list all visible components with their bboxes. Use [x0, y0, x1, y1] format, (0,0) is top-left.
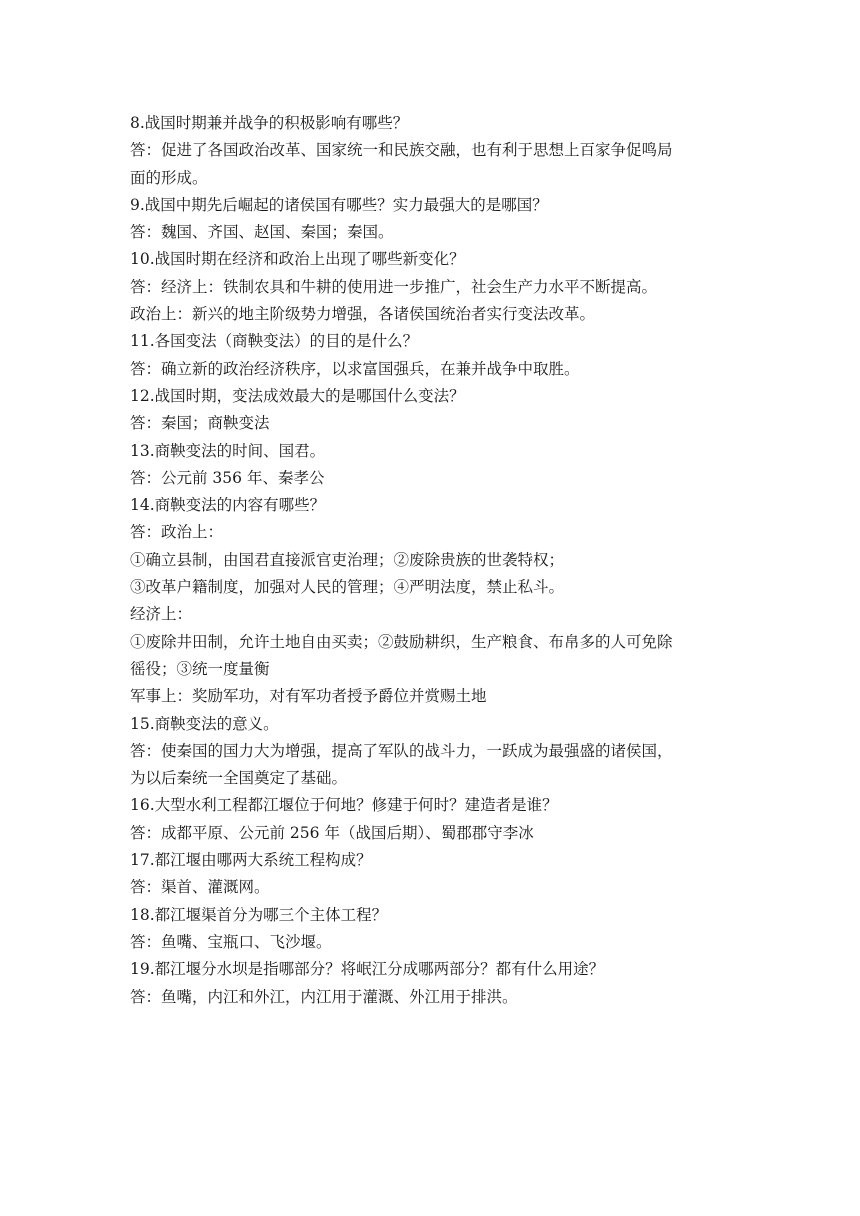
answer-18: 答：鱼嘴、宝瓶口、飞沙堰。 — [130, 932, 332, 951]
answer-8-line-2: 面的形成。 — [130, 168, 208, 187]
answer-14-line-5: ①废除井田制，允许土地自由买卖；②鼓励耕织，生产粮食、布帛多的人可免除 — [130, 632, 673, 651]
answer-15-line-2: 为以后秦统一全国奠定了基础。 — [130, 769, 348, 788]
question-15: 15.商鞅变法的意义。 — [130, 714, 279, 733]
question-13: 13.商鞅变法的时间、国君。 — [130, 441, 326, 460]
answer-17: 答：渠首、灌溉网。 — [130, 878, 270, 897]
document-body — [130, 110, 740, 1011]
question-17: 17.都江堰由哪两大系统工程构成？ — [130, 851, 372, 870]
answer-14-line-4: 经济上： — [130, 605, 193, 624]
answer-12: 答：秦国；商鞅变法 — [130, 414, 270, 433]
answer-14-line-7: 军事上：奖励军功，对有军功者授予爵位并赏赐土地 — [130, 687, 487, 706]
question-14: 14.商鞅变法的内容有哪些？ — [130, 496, 326, 515]
answer-10-line-2: 政治上：新兴的地主阶级势力增强，各诸侯国统治者实行变法改革。 — [130, 305, 596, 324]
question-8: 8.战国时期兼并战争的积极影响有哪些？ — [130, 114, 409, 132]
answer-10-line-1: 答：经济上：铁制农具和牛耕的使用进一步推广，社会生产力水平不断提高。 — [130, 277, 658, 296]
question-9: 9.战国中期先后崛起的诸侯国有哪些？实力最强大的是哪国？ — [130, 195, 548, 214]
answer-16: 答：成都平原、公元前 256 年（战国后期）、蜀郡郡守李冰 — [130, 823, 534, 842]
answer-14-line-6: 徭役；③统一度量衡 — [130, 659, 270, 678]
question-10: 10.战国时期在经济和政治上出现了哪些新变化？ — [130, 250, 465, 269]
answer-14-line-2: ①确立县制，由国君直接派官吏治理；②废除贵族的世袭特权； — [130, 550, 565, 569]
question-19: 19.都江堰分水坝是指哪部分？将岷江分成哪两部分？都有什么用途？ — [130, 960, 605, 979]
answer-14-line-3: ③改革户籍制度，加强对人民的管理；④严明法度，禁止私斗。 — [130, 578, 565, 597]
question-18: 18.都江堰渠首分为哪三个主体工程？ — [130, 905, 388, 924]
answer-11: 答：确立新的政治经济秩序，以求富国强兵，在兼并战争中取胜。 — [130, 359, 580, 378]
answer-13: 答：公元前 356 年、秦孝公 — [130, 468, 325, 487]
answer-19: 答：鱼嘴，内江和外江，内江用于灌溉、外江用于排洪。 — [130, 987, 518, 1006]
answer-15-line-1: 答：使秦国的国力大为增强，提高了军队的战斗力，一跃成为最强盛的诸侯国， — [130, 741, 673, 760]
answer-8-line-1: 答：促进了各国政治改革、国家统一和民族交融，也有利于思想上百家争促鸣局 — [130, 141, 673, 160]
answer-9: 答：魏国、齐国、赵国、秦国；秦国。 — [130, 223, 394, 242]
question-12: 12.战国时期，变法成效最大的是哪国什么变法？ — [130, 386, 465, 405]
question-16: 16.大型水利工程都江堰位于何地？修建于何时？建造者是谁？ — [130, 796, 558, 815]
answer-14-line-1: 答：政治上： — [130, 523, 224, 542]
question-11: 11.各国变法（商鞅变法）的目的是什么？ — [130, 332, 419, 351]
